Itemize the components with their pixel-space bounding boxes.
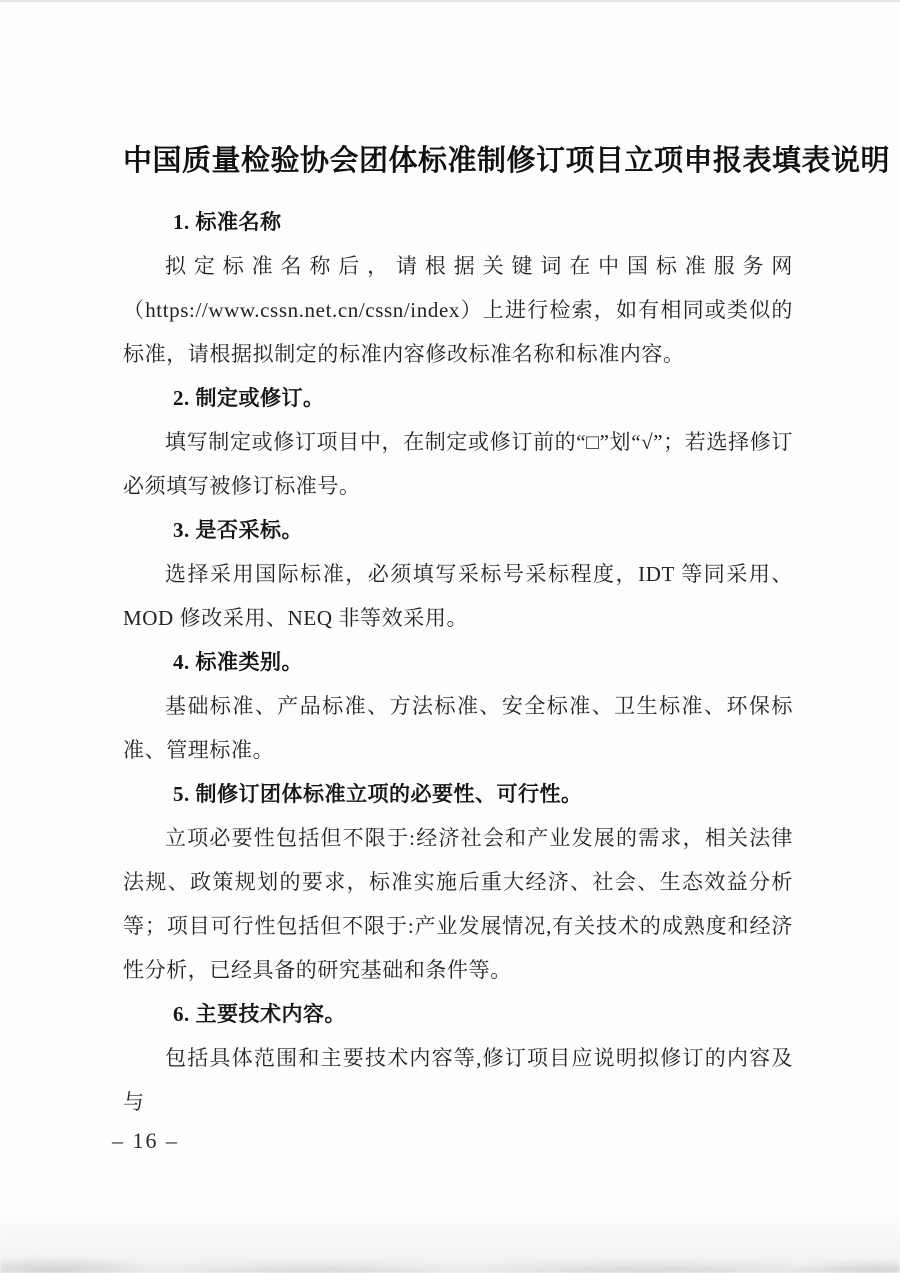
section-1-paragraph: 拟定标准名称后，请根据关键词在中国标准服务网（https://www.cssn.net.cn/cssn/index）上进行检索，如有相同或类似的标准，请根据拟制定的标准内容修改标准名称和标准内容。 [123,254,793,366]
scan-bottom-artifact [0,1215,900,1273]
section-5-paragraph: 立项必要性包括但不限于:经济社会和产业发展的需求，相关法律法规、政策规划的要求，标准实施后重大经济、社会、生态效益分析等；项目可行性包括但不限于:产业发展情况,有关技术的成熟度和经济性分析，已经具备的研究基础和条件等。 [123,826,793,982]
document-title: 中国质量检验协会团体标准制修订项目立项申报表填表说明 [123,145,891,177]
page-number: – 16 – [112,1128,179,1153]
section-5-heading: 5. 制修订团体标准立项的必要性、可行性。 [173,782,583,806]
scan-top-edge-artifact [0,0,900,2]
page-content [123,138,891,1124]
section-3-heading: 3. 是否采标。 [173,518,303,542]
section-4-heading: 4. 标准类别。 [173,650,303,674]
section-1-heading: 1. 标准名称 [173,210,282,234]
section-2-paragraph: 填写制定或修订项目中，在制定或修订前的“□”划“√”；若选择修订必须填写被修订标准号。 [123,430,793,498]
section-2-heading: 2. 制定或修订。 [173,386,325,410]
section-6-heading: 6. 主要技术内容。 [173,1002,346,1026]
section-4-paragraph: 基础标准、产品标准、方法标准、安全标准、卫生标准、环保标准、管理标准。 [123,694,793,762]
section-3-paragraph: 选择采用国际标准，必须填写采标号采标程度，IDT 等同采用、MOD 修改采用、NEQ 非等效采用。 [123,562,793,630]
section-6-paragraph: 包括具体范围和主要技术内容等,修订项目应说明拟修订的内容及与 [123,1046,793,1114]
